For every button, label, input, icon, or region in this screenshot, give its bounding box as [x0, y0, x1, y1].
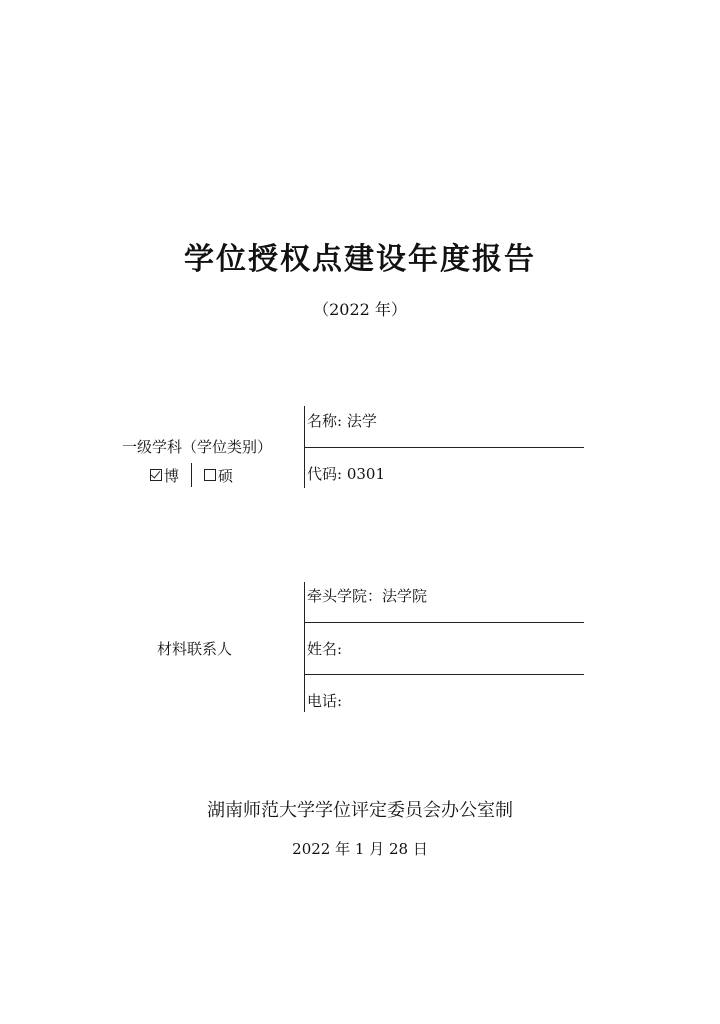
master-option[interactable] — [204, 465, 233, 486]
report-year: （2022 年） — [313, 300, 407, 319]
issue-date: 2022 年 1 月 28 日 — [292, 840, 428, 858]
degree-type-row — [150, 462, 233, 488]
report-title: 学位授权点建设年度报告 — [184, 242, 536, 277]
discipline-name-underline — [305, 447, 584, 448]
contact-vertical-rule — [304, 582, 305, 712]
discipline-label: 一级学科（学位类别） — [122, 438, 273, 456]
degree-separator — [191, 463, 192, 487]
college-field: 牵头学院：法学院 — [307, 587, 428, 605]
contact-label: 材料联系人 — [157, 640, 233, 658]
doctor-label: 博 — [164, 466, 180, 485]
contact-phone-field: 电话: — [307, 692, 343, 710]
master-label: 硕 — [218, 466, 234, 485]
college-underline — [305, 622, 584, 623]
contact-name-underline — [305, 674, 584, 675]
discipline-code-field: 代码: 0301 — [307, 465, 385, 483]
master-checkbox-icon[interactable] — [204, 469, 216, 481]
doctor-checkbox-icon[interactable] — [150, 469, 162, 481]
contact-name-field: 姓名: — [307, 640, 343, 658]
issuing-office: 湖南师范大学学位评定委员会办公室制 — [207, 800, 513, 821]
discipline-name-field: 名称: 法学 — [307, 412, 377, 430]
doctor-option[interactable] — [150, 465, 179, 486]
